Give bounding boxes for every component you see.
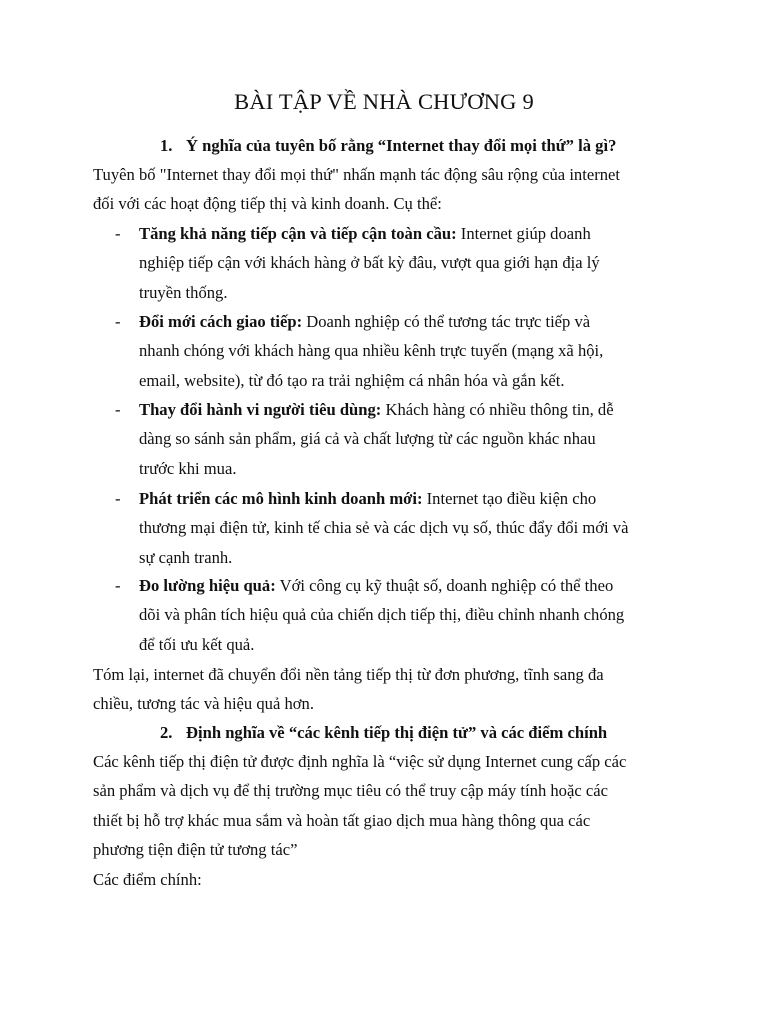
bullet-bold-label: Đo lường hiệu quả:: [139, 576, 276, 595]
section-1-heading: [160, 131, 616, 160]
paragraph-line: chiều, tương tác và hiệu quả hơn.: [93, 694, 314, 714]
bullet-dash: -: [115, 489, 121, 508]
bullet-line: truyền thống.: [139, 282, 228, 302]
bullet-bold-label: Phát triển các mô hình kinh doanh mới:: [139, 489, 423, 508]
paragraph-line: Tóm lại, internet đã chuyển đổi nền tảng tiếp thị từ đơn phương, tĩnh sang đa: [93, 665, 604, 684]
section-1-conclusion: [93, 660, 683, 719]
paragraph-line: Các kênh tiếp thị điện tử được định nghĩa là “việc sử dụng Internet cung cấp các: [93, 752, 627, 771]
paragraph-line: phương tiện điện tử tương tác”: [93, 840, 298, 860]
key-points-label: Các điểm chính:: [93, 869, 202, 889]
bullet-dash: -: [115, 312, 121, 331]
bullet-line: nhanh chóng với khách hàng qua nhiều kênh trực tuyến (mạng xã hội,: [139, 341, 604, 361]
paragraph-line: sản phẩm và dịch vụ để thị trường mục tiêu có thể truy cập máy tính hoặc các: [93, 781, 608, 801]
section-2-heading: [160, 718, 607, 747]
bullet-bold-label: Đổi mới cách giao tiếp:: [139, 312, 303, 331]
bullet-dash: -: [115, 576, 121, 595]
bullet-line: dõi và phân tích hiệu quả của chiến dịch tiếp thị, điều chỉnh nhanh chóng: [139, 605, 625, 625]
bullet-text: Khách hàng có nhiều thông tin, dễ: [381, 400, 614, 419]
bullet-text: Internet giúp doanh: [456, 224, 591, 243]
section-2-heading-text: Định nghĩa về “các kênh tiếp thị điện tử” và các điểm chính: [186, 723, 608, 742]
bullet-line: dàng so sánh sản phẩm, giá cả và chất lượng từ các nguồn khác nhau: [139, 429, 596, 449]
bullet-bold-label: Thay đổi hành vi người tiêu dùng:: [139, 400, 382, 419]
paragraph-line: đối với các hoạt động tiếp thị và kinh doanh. Cụ thể:: [93, 194, 442, 214]
bullet-line: thương mại điện tử, kinh tế chia sẻ và các dịch vụ số, thúc đẩy đổi mới và: [139, 518, 629, 538]
bullet-text: Với công cụ kỹ thuật số, doanh nghiệp có thể theo: [275, 576, 614, 595]
paragraph-line: thiết bị hỗ trợ khác mua sắm và hoàn tất giao dịch mua hàng thông qua các: [93, 810, 591, 830]
bullet-text: Internet tạo điều kiện cho: [422, 489, 597, 508]
bullet-line: trước khi mua.: [139, 458, 237, 478]
bullet-bold-label: Tăng khả năng tiếp cận và tiếp cận toàn cầu:: [139, 224, 457, 243]
section-2-number: 2.: [160, 723, 173, 742]
section-1-heading-text: Ý nghĩa của tuyên bố rằng “Internet thay đổi mọi thứ” là gì?: [186, 136, 617, 155]
bullet-dash: -: [115, 400, 121, 419]
bullet-text: Doanh nghiệp có thể tương tác trực tiếp và: [302, 312, 591, 331]
bullet-line: để tối ưu kết quả.: [139, 634, 255, 654]
bullet-line: email, website), từ đó tạo ra trải nghiệm cá nhân hóa và gắn kết.: [139, 370, 565, 390]
document-title: BÀI TẬP VỀ NHÀ CHƯƠNG 9: [234, 89, 534, 114]
bullet-dash: -: [115, 224, 121, 243]
bullet-line: nghiệp tiếp cận với khách hàng ở bất kỳ đâu, vượt qua giới hạn địa lý: [139, 253, 600, 273]
paragraph-line: Tuyên bố "Internet thay đổi mọi thứ" nhấn mạnh tác động sâu rộng của internet: [93, 165, 621, 184]
section-1-intro: [93, 160, 683, 219]
section-2-definition: [93, 747, 683, 894]
section-1-number: 1.: [160, 136, 173, 155]
bullet-line: sự cạnh tranh.: [139, 547, 233, 567]
